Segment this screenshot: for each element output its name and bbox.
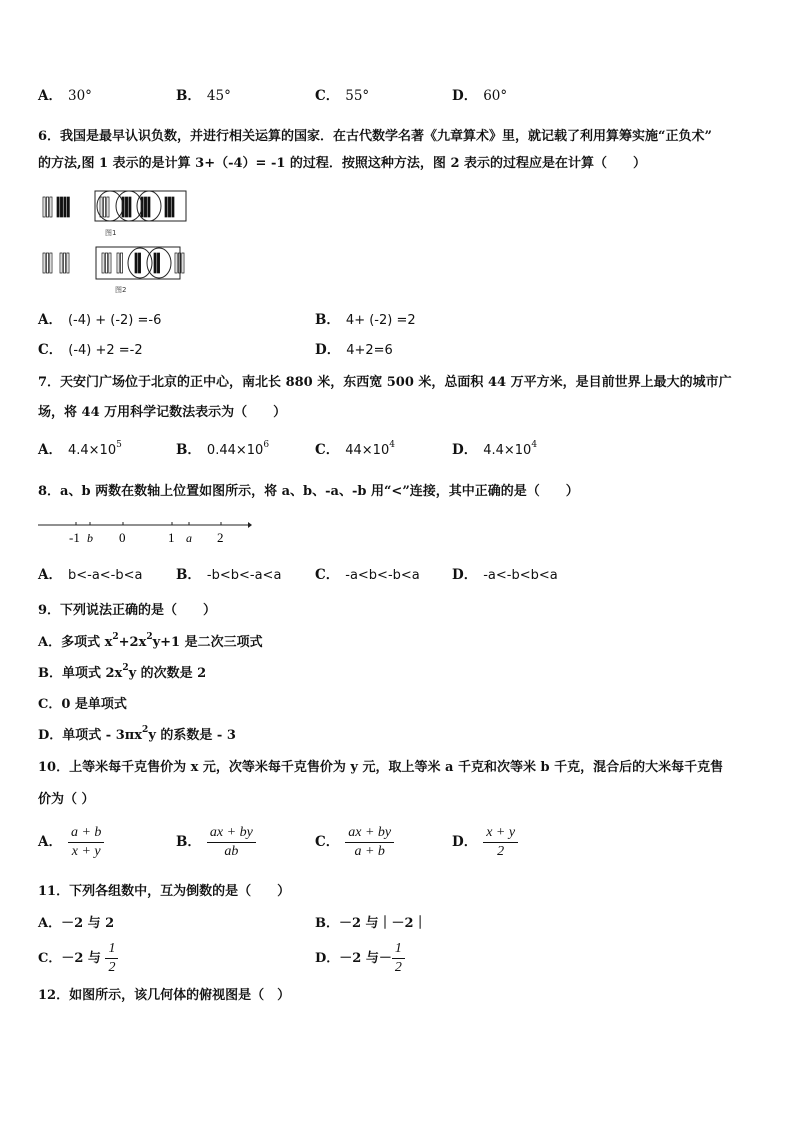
counting-rod — [154, 253, 156, 273]
counting-rod — [135, 253, 137, 273]
counting-rod — [102, 253, 104, 273]
q9-option-c: C．0 是单项式 — [38, 697, 127, 712]
label-minus1: -1 — [69, 530, 80, 545]
counting-rod — [157, 253, 159, 273]
counting-rod — [109, 253, 111, 273]
q6-figure-1 — [40, 188, 190, 232]
counting-rod — [43, 253, 45, 273]
q11-option-b: B．－2 与｜－2｜ — [315, 916, 427, 931]
q5-option-b: B． 45° — [176, 88, 231, 104]
q6-option-d: D． 4+2=6 — [315, 342, 393, 358]
label-b: b — [87, 531, 93, 545]
counting-rod — [165, 197, 167, 217]
q6-stem-line1: 6．我国是最早认识负数，并进行相关运算的国家．在古代数学名著《九章算术》里，就记载了利用算筹实施“正负术” — [38, 129, 713, 144]
q7-stem-line1: 7．天安门广场位于北京的正中心，南北长 880 米，东西宽 500 米，总面积 44 万平方米，是目前世界上最大的城市广 — [38, 375, 732, 390]
counting-rod — [46, 253, 48, 273]
counting-rod — [50, 197, 52, 217]
fraction: $\frac{ax + by}{ab}$ — [207, 826, 256, 859]
counting-rod — [103, 197, 105, 217]
q11-option-c: C．－2 与 $\frac{1}{2}$ — [38, 942, 118, 975]
counting-rod — [60, 197, 62, 217]
counting-rod — [172, 197, 174, 217]
q6-option-a: A． (-4) + (-2) =-6 — [38, 312, 162, 328]
q8-option-a: A． b<-a<-b<a — [38, 567, 143, 583]
counting-rod — [67, 197, 69, 217]
q7-option-b: B． $0.44\times 10^6$ — [176, 440, 270, 458]
counting-rod — [67, 253, 69, 273]
fraction: $\frac{1}{2}$ — [105, 942, 118, 975]
q11-option-a: A．－2 与 2 — [38, 916, 115, 931]
fig1-caption: 图1 — [105, 229, 117, 237]
counting-rod — [57, 197, 59, 217]
counting-rod — [50, 253, 52, 273]
q6-figure-2 — [40, 244, 192, 288]
fraction: $\frac{a + b}{x + y}$ — [68, 826, 104, 859]
counting-rod — [125, 197, 127, 217]
counting-rod — [144, 197, 146, 217]
counting-rod — [129, 197, 131, 217]
counting-rod — [175, 253, 177, 273]
q7-option-d: D． $4.4\times 10^4$ — [452, 440, 538, 458]
counting-rod — [148, 197, 150, 217]
label-0: 0 — [119, 530, 126, 545]
q10-option-c: C． $\frac{ax + by}{a + b}$ — [315, 826, 394, 859]
counting-rod — [120, 253, 122, 273]
q7-option-c: C． $44\times 10^4$ — [315, 440, 395, 458]
q6-option-c: C． (-4) +2 =-2 — [38, 342, 143, 358]
q11-option-d: D．－2 与－ $\frac{1}{2}$ — [315, 942, 405, 975]
counting-rod — [105, 253, 107, 273]
q6-option-b: B． 4+ (-2) =2 — [315, 312, 416, 328]
q7-stem-line2: 场，将 44 万用科学记数法表示为（ ） — [38, 405, 287, 420]
q8-stem: 8．a、b 两数在数轴上位置如图所示，将 a、b、-a、-b 用“<”连接，其中正确的是（ ） — [38, 484, 579, 499]
q5-option-c: C． 55° — [315, 88, 370, 104]
label-a: a — [186, 531, 192, 545]
counting-rod — [117, 253, 119, 273]
q9-option-d: D．单项式 - $3\pi x^2y$ 的系数是 - 3 — [38, 725, 236, 743]
label-1: 1 — [168, 530, 175, 545]
q8-option-b: B． -b<b<-a<a — [176, 567, 282, 583]
q10-option-d: D． $\frac{x + y}{2}$ — [452, 826, 518, 859]
fraction: $\frac{x + y}{2}$ — [483, 826, 518, 859]
q8-option-c: C． -a<b<-b<a — [315, 567, 420, 583]
counting-rod — [182, 253, 184, 273]
fraction: $\frac{ax + by}{a + b}$ — [345, 826, 394, 859]
q9-stem: 9．下列说法正确的是（ ） — [38, 603, 217, 618]
q6-stem-line2: 的方法,图 1 表示的是计算 3+（-4）= -1 的过程．按照这种方法，图 2 表示的过程应是在计算（ ） — [38, 156, 647, 171]
q9-option-a: A．多项式 $x^2+2x^2y+1$ 是二次三项式 — [38, 632, 263, 650]
fraction: $\frac{1}{2}$ — [392, 942, 405, 975]
counting-rod — [107, 197, 109, 217]
q11-stem: 11．下列各组数中，互为倒数的是（ ） — [38, 884, 291, 899]
q5-option-d: D． 60° — [452, 88, 508, 104]
q10-option-a: A． $\frac{a + b}{x + y}$ — [38, 826, 104, 859]
counting-rod — [46, 197, 48, 217]
counting-rod — [64, 197, 66, 217]
counting-rod — [168, 197, 170, 217]
counting-rod — [60, 253, 62, 273]
fig2-caption: 图2 — [115, 286, 127, 294]
q10-stem-line1: 10．上等米每千克售价为 x 元，次等米每千克售价为 y 元，取上等米 a 千克和次等米 b 千克，混合后的大米每千克售 — [38, 760, 724, 775]
q7-option-a: A． $4.4\times 10^5$ — [38, 440, 122, 458]
q8-option-d: D． -a<-b<b<a — [452, 567, 558, 583]
number-line-arrow — [248, 522, 252, 528]
q10-option-b: B． $\frac{ax + by}{ab}$ — [176, 826, 256, 859]
counting-rod — [63, 253, 65, 273]
counting-rod — [100, 197, 102, 217]
q5-option-a: A． 30° — [38, 88, 92, 104]
q12-stem: 12．如图所示，该几何体的俯视图是（ ） — [38, 988, 291, 1003]
counting-rod — [138, 253, 140, 273]
q10-stem-line2: 价为（ ） — [38, 792, 95, 807]
number-line — [36, 512, 252, 548]
label-2: 2 — [217, 530, 224, 545]
q9-option-b: B．单项式 $2x^2y$ 的次数是 2 — [38, 663, 207, 681]
counting-rod — [43, 197, 45, 217]
